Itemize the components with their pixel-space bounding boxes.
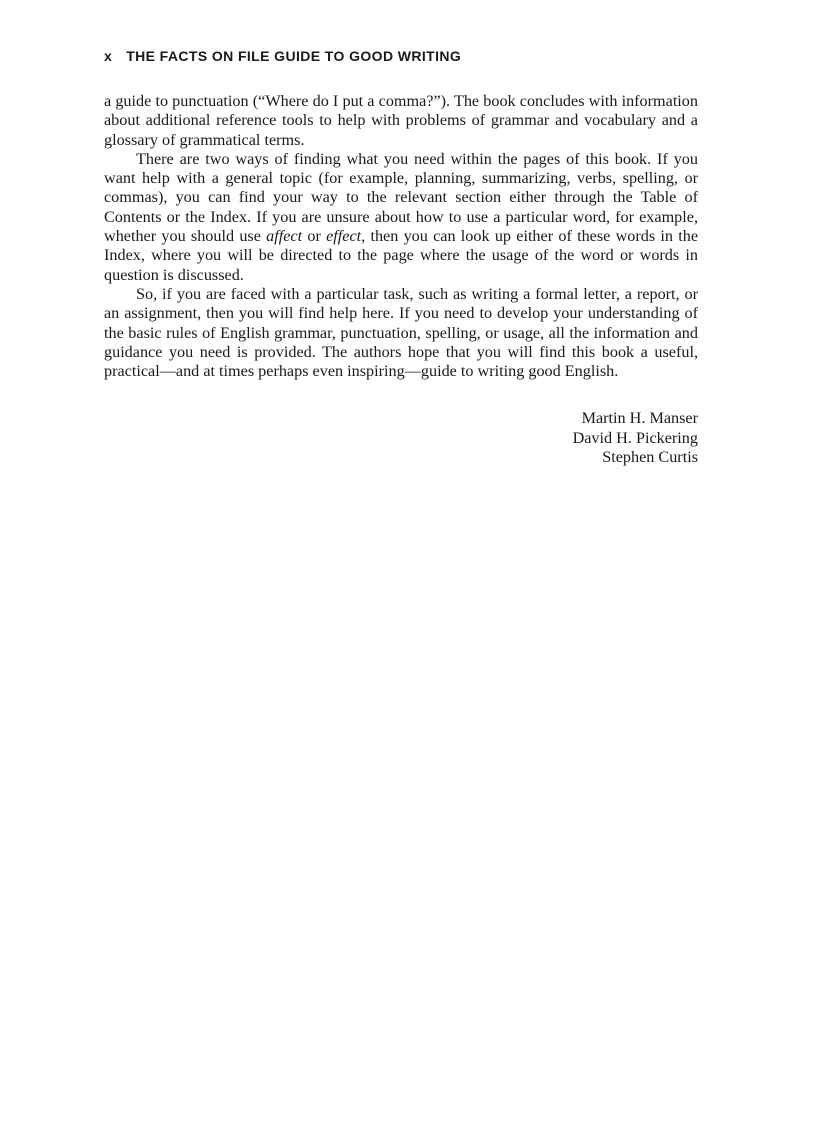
page-number: x xyxy=(104,48,113,64)
author-name: Martin H. Manser xyxy=(581,409,698,428)
book-page xyxy=(104,46,698,467)
body-text xyxy=(104,92,698,381)
author-name: Stephen Curtis xyxy=(602,448,698,467)
author-signatures xyxy=(104,409,698,467)
paragraph-3: So, if you are faced with a particular task, such as writing a formal letter, a report, or an assignment, then you will find help here. If you need to develop your understanding of the basic rules of English grammar, punctuation, spelling, or usage, all the information and guidance you need is provided. The authors hope that you will find this book a useful, practical—and at times perhaps even inspiring—guide to writing good English. xyxy=(104,284,698,381)
paragraph-2-text-b: or xyxy=(302,227,327,246)
italic-word-effect: effect, xyxy=(326,227,366,246)
italic-word-affect: affect xyxy=(266,227,303,246)
paragraph-2-text-a: There are two ways of finding what you need within the pages of this book. If you want help with a general topic (for example, planning, summarizing, verbs, spelling, or commas), you can find your way to the relevant section either through the Table of Contents or the Index. If you are unsure about how to use a particular word, for example, whether you should use xyxy=(104,149,698,246)
paragraph-2 xyxy=(104,150,698,285)
paragraph-2-text-c: then you can look up either of these words in the Index, where you will be directed to the page where the usage of the word or words in question is discussed. xyxy=(104,227,699,284)
running-head xyxy=(104,46,698,66)
running-title: THE FACTS ON FILE GUIDE TO GOOD WRITING xyxy=(126,48,462,64)
author-name: David H. Pickering xyxy=(572,428,698,447)
paragraph-1: a guide to punctuation (“Where do I put a comma?”). The book concludes with information about additional reference tools to help with problems of grammar and vocabulary and a glossary of grammatical terms. xyxy=(104,92,698,149)
